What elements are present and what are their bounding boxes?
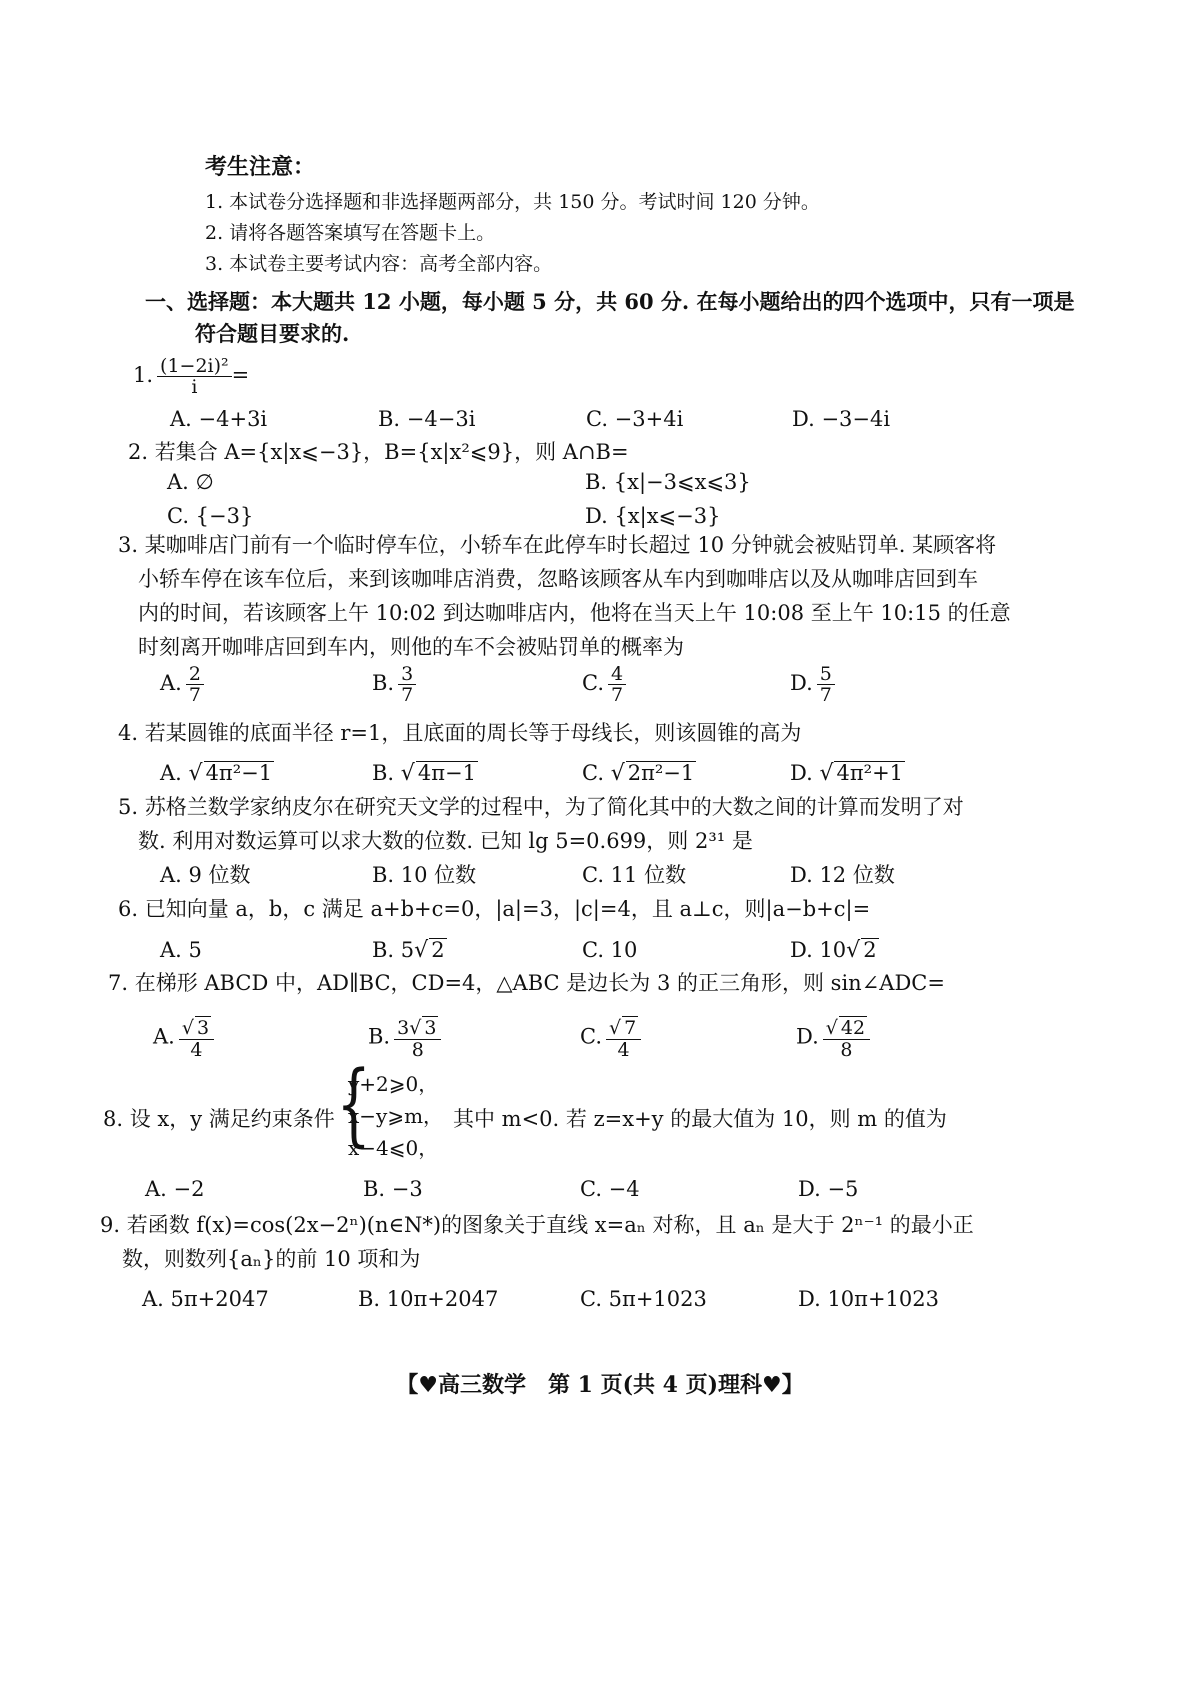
option-c: C. −3+4i bbox=[586, 407, 684, 431]
option-b: B. {x|−3⩽x⩽3} bbox=[585, 470, 751, 494]
stem-line: 数. 利用对数运算可以求大数的位数. 已知 lg 5=0.699，则 2³¹ 是 bbox=[138, 829, 753, 853]
option-label: B. bbox=[372, 761, 395, 785]
fraction-denominator: 7 bbox=[611, 684, 624, 706]
option-c bbox=[580, 1016, 641, 1060]
fraction-numerator: 5 bbox=[817, 664, 835, 685]
radical-sign: √ bbox=[400, 761, 415, 786]
section-heading bbox=[145, 286, 1075, 350]
question-number: 1. bbox=[133, 363, 154, 387]
section-heading-line: 一、选择题：本大题共 12 小题，每小题 5 分，共 60 分. 在每小题给出的四个选项中，只有一项是 bbox=[145, 289, 1075, 314]
option-d bbox=[796, 1016, 870, 1060]
option-c bbox=[582, 664, 626, 705]
option-c: C. {−3} bbox=[167, 504, 254, 528]
option-label: C. bbox=[580, 1024, 602, 1049]
fraction-denominator: 8 bbox=[411, 1039, 424, 1061]
fraction bbox=[608, 664, 626, 705]
option-c: C. −4 bbox=[580, 1177, 640, 1201]
constraint-system bbox=[348, 1068, 443, 1164]
option-label: D. 10 bbox=[790, 938, 847, 962]
radical-sign: √ bbox=[819, 761, 834, 786]
option-label: C. bbox=[582, 761, 604, 785]
stem-line: 9. 若函数 f(x)=cos(2x−2ⁿ)(n∈N*)的图象关于直线 x=aₙ 对称，且 aₙ 是大于 2ⁿ⁻¹ 的最小正 bbox=[100, 1213, 974, 1237]
notice-item: 3. 本试卷主要考试内容：高考全部内容。 bbox=[205, 253, 553, 275]
brace-symbol: { bbox=[336, 1052, 371, 1157]
stem-suffix: 其中 m<0. 若 z=x+y 的最大值为 10，则 m 的值为 bbox=[453, 1107, 947, 1131]
question-1 bbox=[133, 356, 249, 397]
fraction-denominator: 4 bbox=[190, 1039, 203, 1061]
stem-line: 时刻离开咖啡店回到车内，则他的车不会被贴罚单的概率为 bbox=[138, 635, 684, 659]
question-2-options bbox=[0, 465, 1200, 535]
radical-sign: √ bbox=[825, 1017, 838, 1039]
option-a bbox=[160, 756, 274, 791]
fraction-numerator bbox=[606, 1016, 641, 1040]
radicand: 3 bbox=[196, 1017, 210, 1039]
exam-notice bbox=[205, 150, 1005, 280]
fraction-denominator: 7 bbox=[188, 684, 201, 706]
radical-sign: √ bbox=[181, 1017, 194, 1039]
option-b bbox=[372, 933, 447, 968]
constraint-line: x−y⩾m， bbox=[348, 1104, 444, 1128]
radicand: 42 bbox=[840, 1017, 866, 1039]
option-b bbox=[372, 756, 478, 791]
fraction-numerator: 4 bbox=[608, 664, 626, 685]
fraction-numerator: (1−2i)² bbox=[157, 356, 232, 377]
option-label: A. bbox=[160, 761, 182, 785]
question-5-stem bbox=[118, 790, 1078, 858]
fraction-numerator bbox=[394, 1016, 441, 1040]
radical-sign: √ bbox=[610, 761, 625, 786]
radicand: 7 bbox=[624, 1017, 637, 1039]
option-label: B. bbox=[368, 1024, 391, 1049]
option-a: A. −4+3i bbox=[170, 407, 268, 431]
constraint-line: y+2⩾0， bbox=[348, 1072, 439, 1096]
option-d: D. −3−4i bbox=[792, 407, 891, 431]
constraint-line: x−4⩽0， bbox=[348, 1136, 439, 1160]
question-6-stem: 6. 已知向量 a，b，c 满足 a+b+c=0，|a|=3，|c|=4，且 a⊥c，则|a−b+c|= bbox=[118, 897, 871, 921]
question-2-stem: 2. 若集合 A={x|x⩽−3}，B={x|x²⩽9}，则 A∩B= bbox=[128, 440, 629, 464]
stem-prefix: 8. 设 x，y 满足约束条件 bbox=[103, 1107, 335, 1131]
option-a bbox=[153, 1016, 214, 1060]
question-7-stem: 7. 在梯形 ABCD 中，AD∥BC，CD=4，△ABC 是边长为 3 的正三角形，则 sin∠ADC= bbox=[108, 971, 945, 995]
coefficient: 3 bbox=[397, 1017, 410, 1039]
option-b bbox=[372, 664, 416, 705]
option-d: D. {x|x⩽−3} bbox=[585, 504, 721, 528]
question-3-stem bbox=[118, 528, 1078, 664]
fraction bbox=[157, 356, 232, 397]
option-label: A. bbox=[153, 1024, 175, 1049]
option-label: A. bbox=[160, 671, 182, 695]
option-b: B. 10π+2047 bbox=[358, 1287, 499, 1311]
page-footer: 【♥高三数学 第 1 页(共 4 页)理科♥】 bbox=[396, 1372, 804, 1398]
option-d: D. 12 位数 bbox=[790, 863, 895, 887]
option-d bbox=[790, 933, 879, 968]
option-c: C. 10 bbox=[582, 938, 638, 962]
fraction bbox=[186, 664, 204, 705]
radicand: 3 bbox=[424, 1017, 437, 1039]
notice-title: 考生注意： bbox=[205, 154, 316, 180]
option-a: A. ∅ bbox=[167, 470, 214, 494]
option-b: B. −4−3i bbox=[378, 407, 476, 431]
option-d: D. −5 bbox=[798, 1177, 859, 1201]
radical-sign: √ bbox=[846, 938, 861, 963]
notice-item: 2. 请将各题答案填写在答题卡上。 bbox=[205, 222, 496, 244]
option-label: D. bbox=[790, 671, 813, 695]
equals-sign: = bbox=[231, 363, 250, 387]
radical-sign: √ bbox=[409, 1017, 422, 1039]
option-label: B. 5 bbox=[372, 938, 415, 962]
option-d bbox=[790, 756, 905, 791]
fraction bbox=[817, 664, 835, 705]
stem-line: 小轿车停在该车位后，来到该咖啡店消费，忽略该顾客从车内到咖啡店以及从咖啡店回到车 bbox=[138, 567, 978, 591]
fraction-numerator: 3 bbox=[398, 664, 416, 685]
question-8-stem bbox=[103, 1052, 1083, 1168]
fraction-numerator bbox=[179, 1016, 214, 1040]
fraction bbox=[606, 1016, 641, 1060]
stem-line: 5. 苏格兰数学家纳皮尔在研究天文学的过程中，为了简化其中的大数之间的计算而发明了对 bbox=[118, 795, 964, 819]
option-label: D. bbox=[796, 1024, 819, 1049]
stem-line: 内的时间，若该顾客上午 10:02 到达咖啡店内，他将在当天上午 10:08 至上午 10:15 的任意 bbox=[138, 601, 1011, 625]
radical-sign: √ bbox=[609, 1017, 622, 1039]
radicand: 2π²−1 bbox=[627, 761, 695, 785]
option-b: B. −3 bbox=[363, 1177, 423, 1201]
fraction-numerator: 2 bbox=[186, 664, 204, 685]
radicand: 4π−1 bbox=[417, 761, 476, 785]
fraction-denominator: 8 bbox=[840, 1039, 853, 1061]
option-a: A. −2 bbox=[145, 1177, 205, 1201]
option-c: C. 11 位数 bbox=[582, 863, 687, 887]
option-d bbox=[790, 664, 835, 705]
option-c bbox=[582, 756, 696, 791]
radicand: 4π²+1 bbox=[836, 761, 904, 785]
notice-item: 1. 本试卷分选择题和非选择题两部分，共 150 分。考试时间 120 分钟。 bbox=[205, 191, 820, 213]
fraction bbox=[394, 1016, 441, 1060]
option-c: C. 5π+1023 bbox=[580, 1287, 707, 1311]
option-label: C. bbox=[582, 671, 604, 695]
option-a: A. 9 位数 bbox=[160, 863, 251, 887]
radical-sign: √ bbox=[188, 761, 203, 786]
stem-line: 3. 某咖啡店门前有一个临时停车位，小轿车在此停车时长超过 10 分钟就会被贴罚单. 某顾客将 bbox=[118, 533, 997, 557]
option-d: D. 10π+1023 bbox=[798, 1287, 940, 1311]
radicand: 4π²−1 bbox=[205, 761, 273, 785]
fraction-denominator: 4 bbox=[617, 1039, 630, 1061]
radicand: 2 bbox=[431, 938, 445, 962]
section-heading-line: 符合题目要求的. bbox=[195, 321, 350, 346]
option-label: D. bbox=[790, 761, 813, 785]
radicand: 2 bbox=[863, 938, 877, 962]
question-9-stem bbox=[100, 1208, 1080, 1276]
fraction-denominator: 7 bbox=[819, 684, 832, 706]
fraction-denominator: i bbox=[191, 376, 198, 398]
option-a bbox=[160, 664, 204, 705]
option-b bbox=[368, 1016, 441, 1060]
option-b: B. 10 位数 bbox=[372, 863, 477, 887]
fraction bbox=[823, 1016, 870, 1060]
fraction bbox=[179, 1016, 214, 1060]
fraction-denominator: 7 bbox=[401, 684, 414, 706]
option-label: B. bbox=[372, 671, 395, 695]
radical-sign: √ bbox=[414, 938, 429, 963]
option-a: A. 5π+2047 bbox=[142, 1287, 269, 1311]
question-4-stem: 4. 若某圆锥的底面半径 r=1，且底面的周长等于母线长，则该圆锥的高为 bbox=[118, 721, 802, 745]
fraction bbox=[398, 664, 416, 705]
stem-line: 数，则数列{aₙ}的前 10 项和为 bbox=[122, 1247, 421, 1271]
option-a: A. 5 bbox=[160, 938, 202, 962]
fraction-numerator bbox=[823, 1016, 870, 1040]
